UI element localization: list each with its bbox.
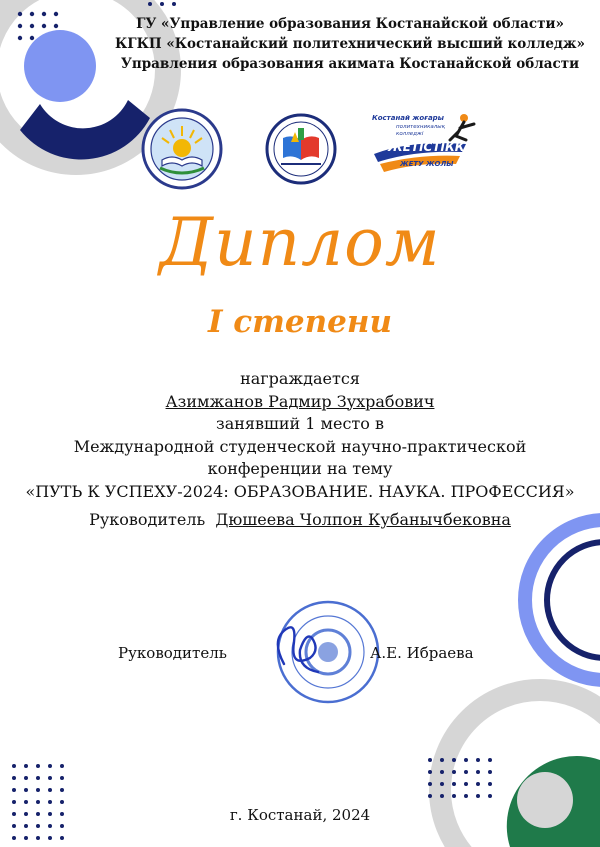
logo-row bbox=[140, 108, 500, 190]
zhetistikke-sub-text: ЖЕТУ ЖОЛЫ bbox=[400, 160, 454, 168]
emblem-book-sun-logo bbox=[140, 108, 224, 190]
award-text bbox=[0, 368, 600, 532]
zhetistikke-top-text: Костанай жоғары bbox=[372, 114, 445, 122]
zhetistikke-logo bbox=[370, 110, 482, 188]
signature-name: А.Е. Ибраева bbox=[370, 644, 474, 662]
diploma-degree: I степени bbox=[207, 304, 393, 340]
zhetistikke-mid-text: политехникалық колледжі bbox=[396, 124, 445, 137]
right-ring-decoration bbox=[525, 520, 600, 680]
college-book-logo bbox=[265, 112, 337, 186]
issuer-header bbox=[110, 14, 590, 74]
bottom-left-dot-grid bbox=[12, 764, 64, 840]
place-line: занявший 1 место в bbox=[215, 414, 385, 433]
supervisor-label: Руководитель bbox=[89, 510, 206, 529]
issuer-line-3: Управления образования акимата Костанайской области bbox=[120, 56, 580, 72]
place-and-year: г. Костанай, 2024 bbox=[229, 806, 371, 824]
awarded-label: награждается bbox=[240, 369, 360, 388]
event-topic: «ПУТЬ К УСПЕХУ-2024: ОБРАЗОВАНИЕ. НАУКА. ПРОФЕССИЯ» bbox=[25, 481, 575, 501]
diploma-title: Диплом bbox=[159, 204, 441, 281]
issuer-line-1: ГУ «Управление образования Костанайской области» bbox=[136, 16, 564, 32]
supervisor-line bbox=[0, 509, 600, 532]
supervisor-name: Дюшеева Чолпон Кубанычбековна bbox=[215, 510, 511, 529]
recipient-name: Азимжанов Радмир Зухрабович bbox=[165, 391, 435, 411]
zhetistikke-main-text: ЖЕТІСТІККЕ bbox=[388, 140, 473, 154]
event-line-2: конференции на тему bbox=[207, 459, 393, 478]
signature-label: Руководитель bbox=[118, 644, 227, 662]
event-line-1: Международной студенческой научно-практической bbox=[73, 436, 527, 456]
issuer-line-2: КГКП «Костанайский политехнический высший колледж» bbox=[114, 36, 585, 52]
